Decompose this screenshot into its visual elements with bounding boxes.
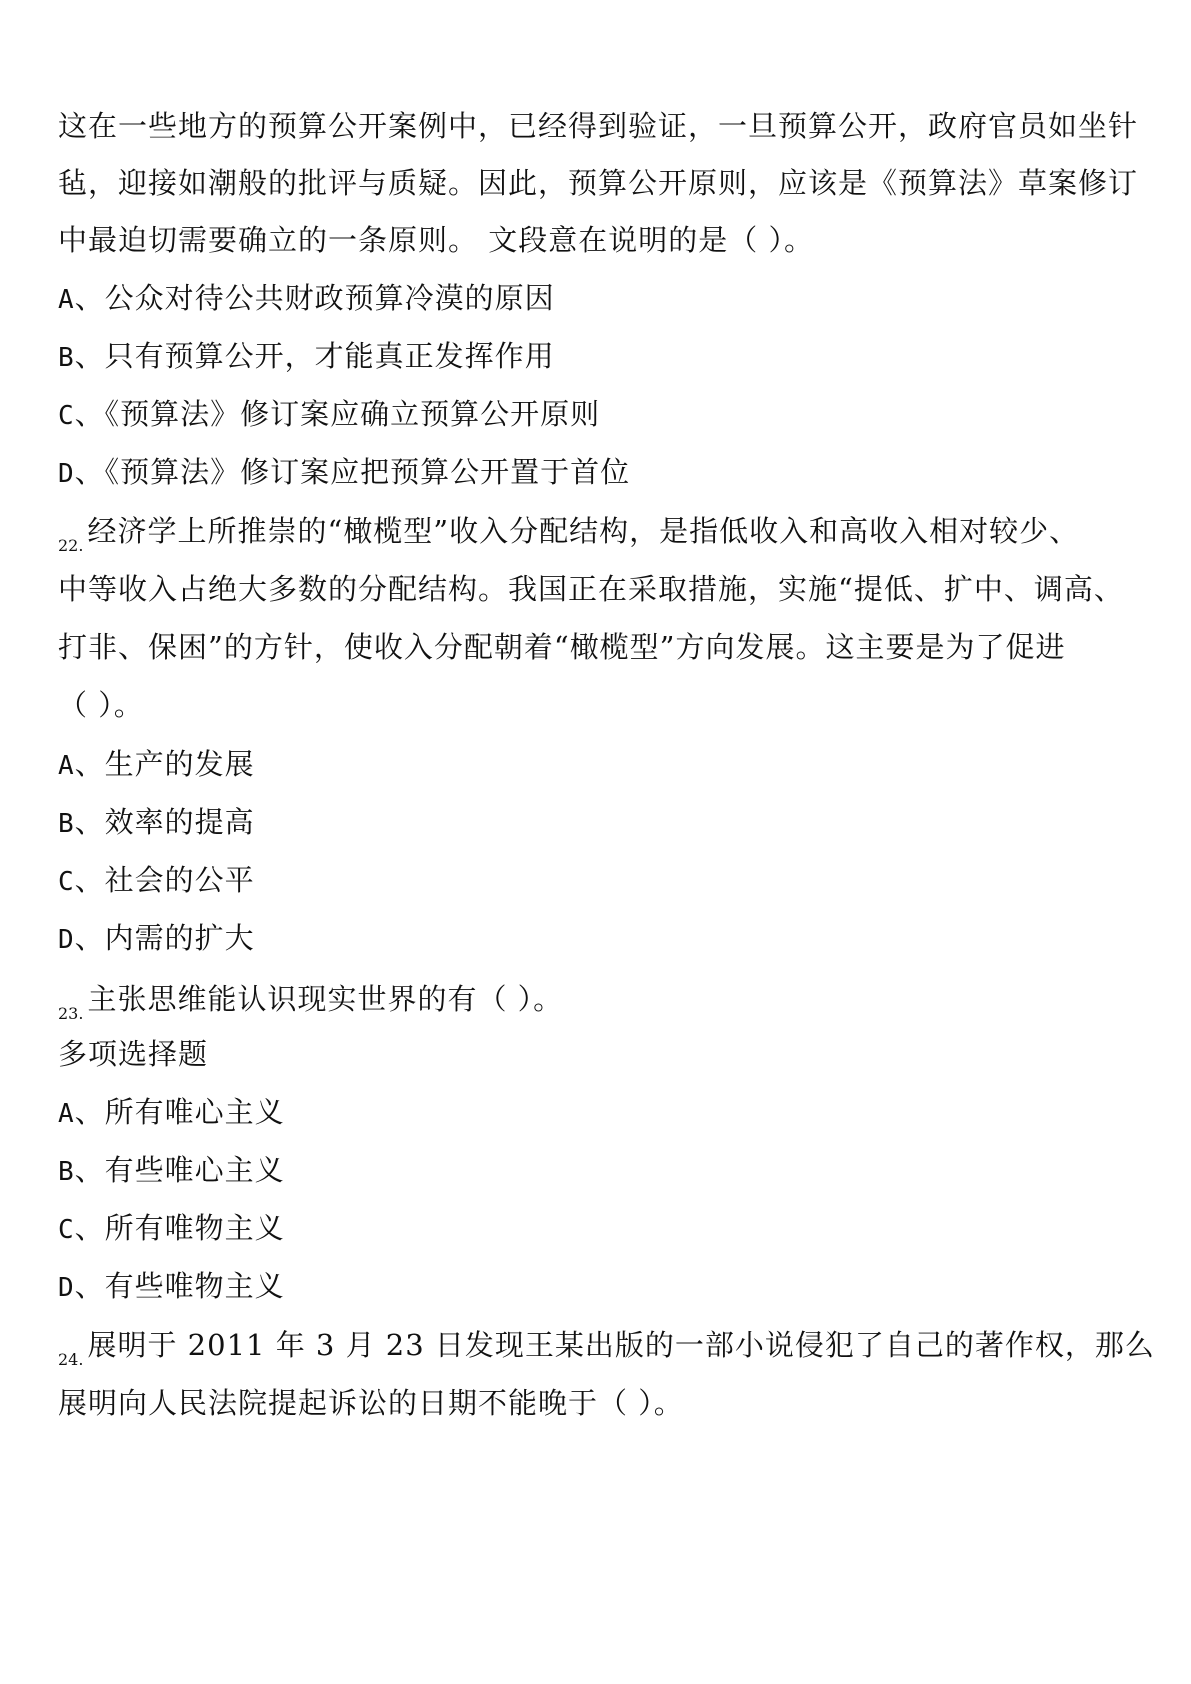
option-text: 、生产的发展 — [74, 747, 255, 781]
q23-type-label: 多项选择题 — [58, 1037, 209, 1071]
option-text: 、有些唯心主义 — [74, 1153, 285, 1187]
option-text: 、公众对待公共财政预算冷漠的原因 — [74, 281, 555, 315]
q22-stem-text-1: 经济学上所推崇的“橄榄型”收入分配结构，是指低收入和高收入相对较少、 — [87, 514, 1080, 548]
q22-option-a — [58, 744, 255, 786]
q24-stem-line-2: 展明向人民法院提起诉讼的日期不能晚于（ ）。 — [58, 1386, 684, 1420]
q23-option-d — [58, 1266, 285, 1308]
option-letter: A — [58, 751, 75, 781]
q21-option-d — [58, 452, 630, 494]
option-letter: B — [58, 1157, 75, 1187]
option-letter: C — [58, 1215, 75, 1245]
q21-stem-line-1: 这在一些地方的预算公开案例中，已经得到验证，一旦预算公开，政府官员如坐针 — [58, 109, 1139, 143]
q24-stem-text-1: 展明于 2011 年 3 月 23 日发现王某出版的一部小说侵犯了自己的著作权，那么 — [87, 1328, 1155, 1362]
q23-option-b — [58, 1150, 285, 1192]
option-text: 、内需的扩大 — [74, 921, 255, 955]
question-number: 23. — [58, 1004, 84, 1023]
option-text: 、有些唯物主义 — [74, 1269, 285, 1303]
option-text: 、《预算法》修订案应把预算公开置于首位 — [74, 455, 631, 489]
option-text: 、只有预算公开，才能真正发挥作用 — [74, 339, 555, 373]
option-letter: D — [58, 459, 75, 489]
question-number: 24. — [58, 1350, 84, 1369]
q23-stem-line — [58, 979, 563, 1034]
q24-stem-line-1 — [58, 1325, 1155, 1380]
q21-option-b — [58, 336, 555, 378]
option-letter: D — [58, 1273, 75, 1303]
q22-option-c — [58, 860, 255, 902]
option-letter: B — [58, 343, 75, 373]
q21-stem-line-2: 毡，迎接如潮般的批评与质疑。因此，预算公开原则，应该是《预算法》草案修订 — [58, 166, 1139, 200]
q22-option-d — [58, 918, 255, 960]
q22-stem-line-1 — [58, 511, 1079, 566]
option-letter: B — [58, 809, 75, 839]
q22-stem-line-3: 打非、保困”的方针，使收入分配朝着“橄榄型”方向发展。这主要是为了促进 — [58, 630, 1066, 664]
q22-stem-line-2: 中等收入占绝大多数的分配结构。我国正在采取措施，实施“提低、扩中、调高、 — [58, 572, 1124, 606]
option-letter: A — [58, 285, 75, 315]
q23-option-a — [58, 1092, 285, 1134]
option-text: 、效率的提高 — [74, 805, 255, 839]
option-text: 、社会的公平 — [74, 863, 255, 897]
q21-stem-line-3: 中最迫切需要确立的一条原则。 文段意在说明的是（ ）。 — [58, 223, 814, 257]
option-letter: C — [58, 867, 75, 897]
option-letter: D — [58, 925, 75, 955]
option-text: 、所有唯物主义 — [74, 1211, 285, 1245]
option-letter: C — [58, 401, 75, 431]
q23-option-c — [58, 1208, 285, 1250]
question-number: 22. — [58, 536, 84, 555]
q22-option-b — [58, 802, 255, 844]
option-text: 、《预算法》修订案应确立预算公开原则 — [74, 397, 601, 431]
q23-stem-text: 主张思维能认识现实世界的有（ ）。 — [87, 982, 564, 1016]
option-letter: A — [58, 1099, 75, 1129]
q22-stem-line-4: （ ）。 — [58, 688, 144, 722]
q21-option-c — [58, 394, 600, 436]
option-text: 、所有唯心主义 — [74, 1095, 285, 1129]
q21-option-a — [58, 278, 555, 320]
